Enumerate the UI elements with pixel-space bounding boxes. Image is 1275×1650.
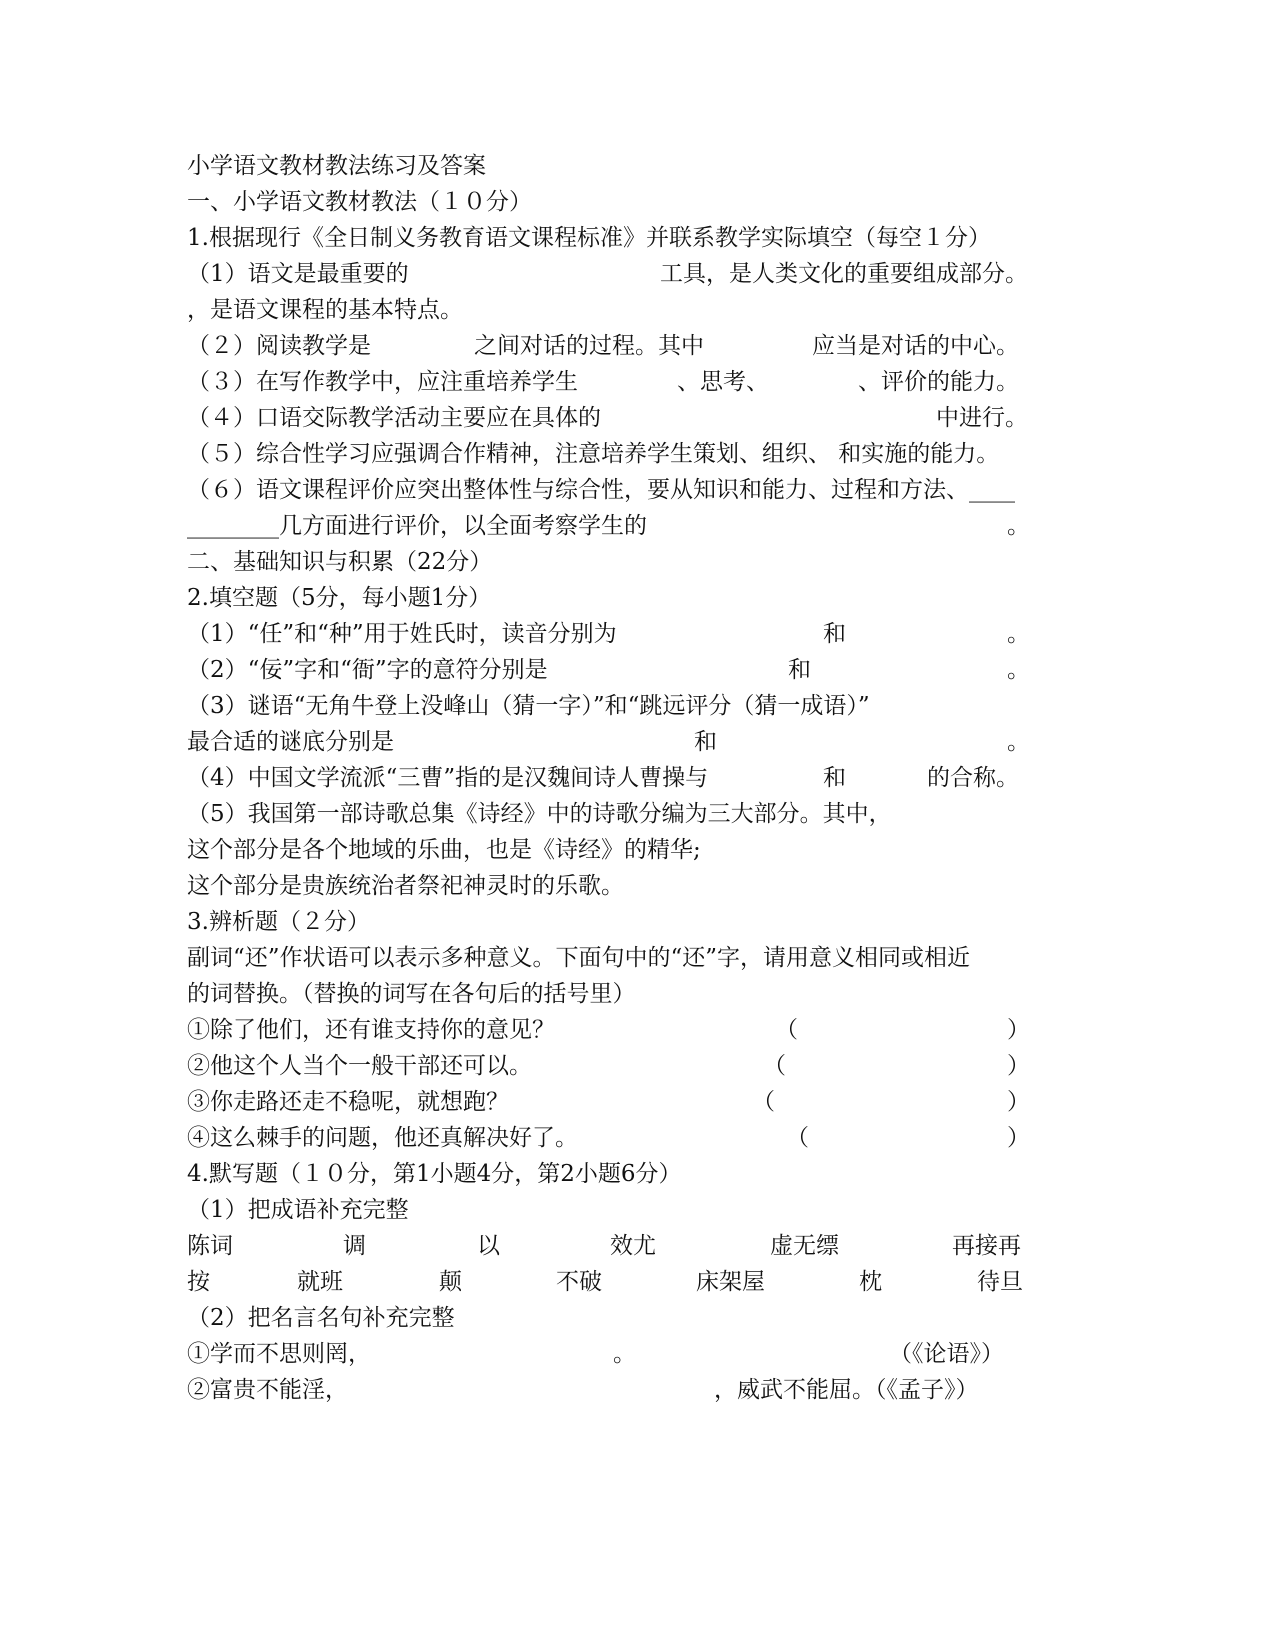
section-1-heading: 一、小学语文教材教法（１０分） xyxy=(187,189,532,215)
q1-item-1 xyxy=(187,256,1087,293)
section-2-heading: 二、基础知识与积累（22分） xyxy=(187,549,493,575)
q3-item: ①除了他们，还有谁支持你的意见？ （ ） xyxy=(187,1017,1030,1043)
quote-2: ②富贵不能淫， ，威武不能屈。（《孟子》） xyxy=(187,1377,979,1403)
q1-item-1-continued: ，是语文课程的基本特点。 xyxy=(187,297,463,323)
q1-item-3: （３）在写作教学中，应注重培养学生 、思考、 、评价的能力。 xyxy=(187,369,1019,395)
q3-item: ③你走路还走不稳呢，就想跑？ （ ） xyxy=(187,1089,1030,1115)
q1-item-6: （６）语文课程评价应突出整体性与综合性，要从知识和能力、过程和方法、____ xyxy=(187,477,1015,503)
idiom-fragment: 调 xyxy=(343,1233,366,1259)
question-4-stem: 4.默写题（１０分，第1小题4分，第2小题6分） xyxy=(187,1161,682,1187)
idiom-fragment: 再接再 xyxy=(952,1233,1021,1259)
idiom-fragment: 以 xyxy=(477,1233,500,1259)
q3-item: ④这么棘手的问题，他还真解决好了。 （ ） xyxy=(187,1125,1030,1151)
idiom-fragment: 就班 xyxy=(297,1269,343,1295)
question-2-stem: 2.填空题（5分，每小题1分） xyxy=(187,585,492,611)
q2-item-4: （4）中国文学流派“三曹”指的是汉魏间诗人曹操与 和 的合称。 xyxy=(187,765,1019,791)
q2-item-2: （2）“佞”字和“衙”字的意符分别是 和 。 xyxy=(187,657,1030,683)
quote-1: ①学而不思则罔， 。 （《论语》） xyxy=(187,1341,1004,1367)
q1-item-6-continued: ________几方面进行评价，以全面考察学生的 。 xyxy=(187,513,1030,539)
q1-item-5: （５）综合性学习应强调合作精神，注意培养学生策划、组织、 和实施的能力。 xyxy=(187,441,1000,467)
q2-item-5-line-2: 这个部分是各个地域的乐曲，也是《诗经》的精华; xyxy=(187,837,701,863)
idiom-fragment: 床架屋 xyxy=(696,1269,765,1295)
question-3-stem: 3.辨析题（２分） xyxy=(187,909,370,935)
q2-item-3-continued: 最合适的谜底分别是 和 。 xyxy=(187,729,1030,755)
q2-item-3: （3）谜语“无角牛登上没峰山（猜一字）”和“跳远评分（猜一成语）” xyxy=(187,693,870,719)
idiom-fragment: 颠 xyxy=(439,1269,462,1295)
q4-part-2: （2）把名言名句补充完整 xyxy=(187,1305,455,1331)
question-1-stem: 1.根据现行《全日制义务教育语文课程标准》并联系教学实际填空（每空１分） xyxy=(187,225,991,251)
idiom-fragment: 枕 xyxy=(859,1269,882,1295)
q2-item-5: （5）我国第一部诗歌总集《诗经》中的诗歌分编为三大部分。其中， xyxy=(187,801,892,827)
idiom-fragment: 待旦 xyxy=(977,1269,1023,1295)
idiom-fragment: 效尤 xyxy=(610,1233,656,1259)
q1-item-1-text: （1）语文是最重要的 xyxy=(187,261,409,287)
idiom-fragment: 虚无缥 xyxy=(770,1233,839,1259)
q4-part-1: （1）把成语补充完整 xyxy=(187,1197,409,1223)
idiom-fragment: 陈词 xyxy=(187,1233,233,1259)
q2-item-5-line-3: 这个部分是贵族统治者祭祀神灵时的乐歌。 xyxy=(187,873,624,899)
idiom-row-1 xyxy=(187,1228,1087,1265)
idiom-fragment: 按 xyxy=(187,1269,210,1295)
q3-intro: 副词“还”作状语可以表示多种意义。下面句中的“还”字，请用意义相同或相近 xyxy=(187,945,971,971)
q2-item-1: （1）“任”和“种”用于姓氏时，读音分别为 和 。 xyxy=(187,621,1030,647)
idiom-row-2 xyxy=(187,1264,1087,1301)
document-title: 小学语文教材教法练习及答案 xyxy=(187,153,486,179)
q1-item-1-text-b: 工具，是人类文化的重要组成部分。 xyxy=(660,261,1028,287)
q3-intro-continued: 的词替换。（替换的词写在各句后的括号里） xyxy=(187,981,636,1007)
q1-item-4: （４）口语交际教学活动主要应在具体的 中进行。 xyxy=(187,405,1028,431)
idiom-fragment: 不破 xyxy=(556,1269,602,1295)
q1-item-2: （２）阅读教学是 之间对话的过程。其中 应当是对话的中心。 xyxy=(187,333,1019,359)
q3-item: ②他这个人当个一般干部还可以。 （ ） xyxy=(187,1053,1030,1079)
